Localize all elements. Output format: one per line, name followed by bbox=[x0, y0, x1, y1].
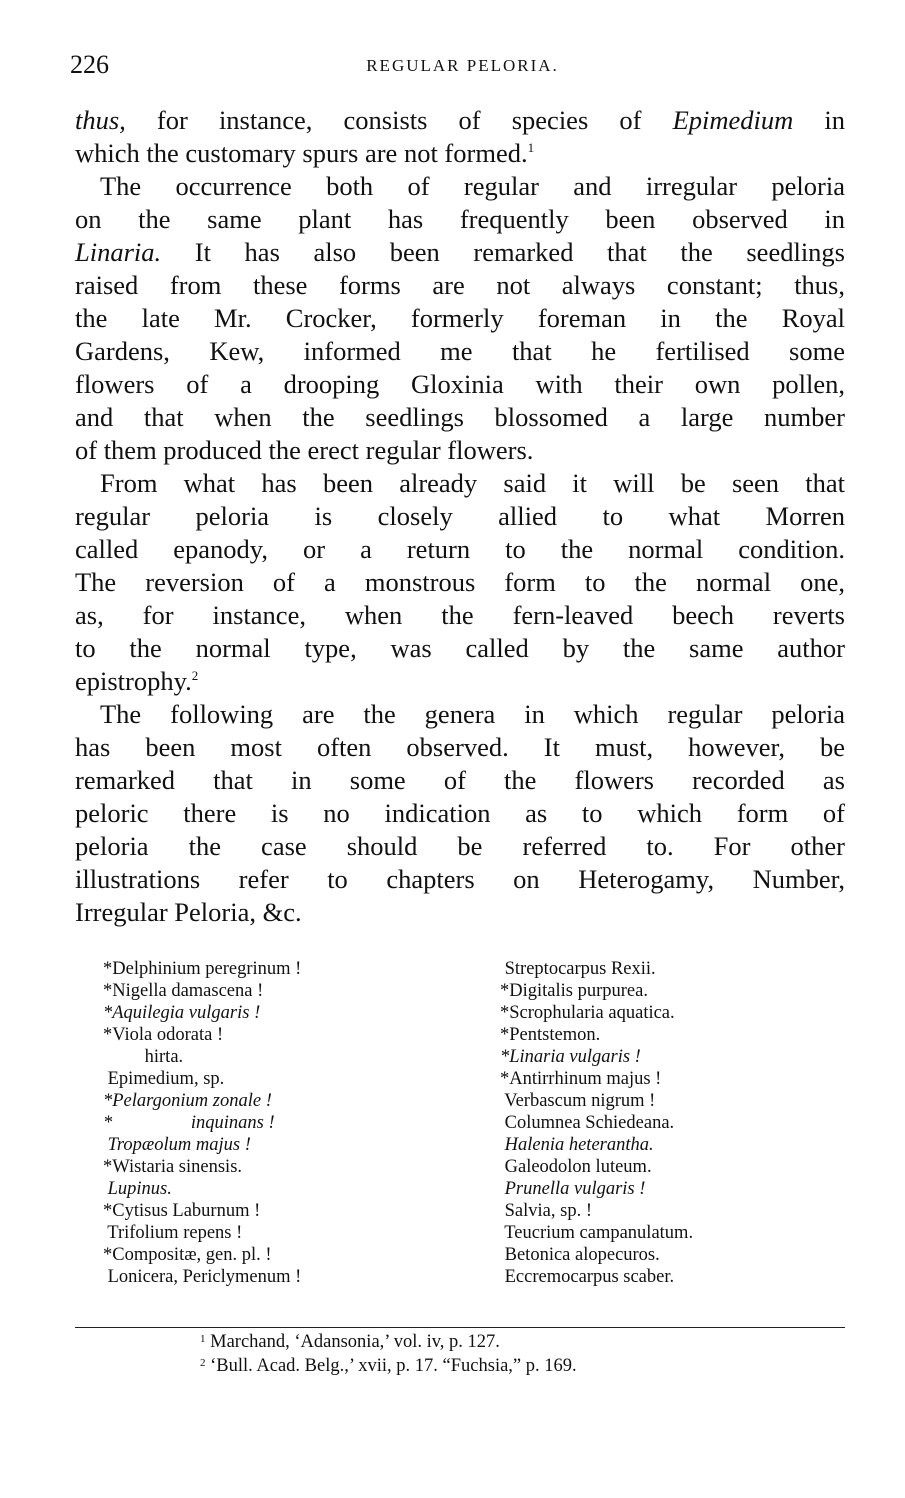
text-segment: and that when the seedlings blossomed a large number bbox=[75, 402, 845, 432]
genus-item: Lonicera, Periclymenum ! bbox=[103, 1267, 302, 1287]
genera-list-left bbox=[103, 958, 301, 1288]
genus-item: Epimedium, sp. bbox=[103, 1069, 225, 1089]
text-segment: for instance, consists of species of bbox=[125, 105, 673, 135]
genera-list-right bbox=[500, 958, 693, 1288]
genus-item: *Digitalis purpurea. bbox=[500, 981, 648, 1001]
text-segment: Gardens, Kew, informed me that he fertilised some bbox=[75, 336, 845, 366]
text-segment: Epimedium bbox=[672, 105, 794, 135]
page-number: 226 bbox=[70, 50, 109, 79]
genus-item: Verbascum nigrum ! bbox=[500, 1091, 656, 1111]
genus-item: *Compositæ, gen. pl. ! bbox=[103, 1245, 272, 1265]
text-line bbox=[75, 170, 845, 203]
text-line bbox=[75, 830, 845, 863]
text-segment: thus, bbox=[75, 105, 126, 135]
text-line bbox=[75, 236, 845, 269]
genus-item: Halenia heterantha. bbox=[500, 1135, 654, 1155]
genus-item: Tropæolum majus ! bbox=[103, 1135, 251, 1155]
text-segment: raised from these forms are not always constant; thus, bbox=[75, 270, 845, 300]
text-segment: illustrations refer to chapters on Heterogamy, Number, bbox=[75, 864, 845, 894]
genus-item: Streptocarpus Rexii. bbox=[500, 959, 656, 979]
genus-item: *Cytisus Laburnum ! bbox=[103, 1201, 261, 1221]
text-line bbox=[75, 863, 845, 896]
text-segment: The occurrence both of regular and irregular peloria bbox=[100, 171, 845, 201]
text-line bbox=[75, 500, 845, 533]
genus-item: *Aquilegia vulgaris ! bbox=[103, 1003, 261, 1023]
text-line bbox=[75, 467, 845, 500]
text-line bbox=[75, 566, 845, 599]
text-segment: regular peloria is closely allied to what Morren bbox=[75, 501, 845, 531]
footnote-reference: 2 bbox=[191, 668, 199, 683]
genus-item: *Antirrhinum majus ! bbox=[500, 1069, 662, 1089]
text-segment: remarked that in some of the flowers recorded as bbox=[75, 765, 845, 795]
genus-item: *Delphinium peregrinum ! bbox=[103, 959, 302, 979]
text-segment: From what has been already said it will be seen that bbox=[100, 468, 845, 498]
genus-item: Salvia, sp. ! bbox=[500, 1201, 592, 1221]
text-segment: called epanody, or a return to the normal condition. bbox=[75, 534, 845, 564]
text-segment: the late Mr. Crocker, formerly foreman in the Royal bbox=[75, 303, 845, 333]
text-segment: of them produced the erect regular flowers. bbox=[75, 435, 534, 465]
text-segment: peloric there is no indication as to which form of bbox=[75, 798, 845, 828]
footnote-mark: 2 bbox=[200, 1357, 206, 1369]
footnote-2 bbox=[200, 1356, 577, 1377]
genus-item: Trifolium repens ! bbox=[103, 1223, 243, 1243]
text-segment: as, for instance, when the fern-leaved beech reverts bbox=[75, 600, 845, 630]
genus-item: *Linaria vulgaris ! bbox=[500, 1047, 641, 1067]
text-line bbox=[75, 665, 845, 698]
text-segment: peloria the case should be referred to. For other bbox=[75, 831, 845, 861]
text-line bbox=[75, 137, 845, 170]
text-segment: to the normal type, was called by the same author bbox=[75, 633, 845, 663]
text-line bbox=[75, 203, 845, 236]
genus-item: *Pelargonium zonale ! bbox=[103, 1091, 272, 1111]
genus-item: * inquinans ! bbox=[103, 1113, 275, 1133]
text-segment: has been most often observed. It must, however, be bbox=[75, 732, 845, 762]
text-line bbox=[75, 104, 845, 137]
text-line bbox=[75, 896, 845, 929]
text-line bbox=[75, 797, 845, 830]
genus-item: Lupinus. bbox=[103, 1179, 172, 1199]
footnote-text: Marchand, ‘Adansonia,’ vol. iv, p. 127. bbox=[205, 1332, 500, 1352]
footnote-rule bbox=[75, 1327, 845, 1328]
genus-item: Teucrium campanulatum. bbox=[500, 1223, 694, 1243]
text-segment: Irregular Peloria, &c. bbox=[75, 897, 302, 927]
text-segment: It has also been remarked that the seedlings bbox=[161, 237, 845, 267]
text-line bbox=[75, 599, 845, 632]
genus-item: *Scrophularia aquatica. bbox=[500, 1003, 675, 1023]
text-segment: epistrophy. bbox=[75, 666, 192, 696]
genus-item: *Pentstemon. bbox=[500, 1025, 601, 1045]
text-line bbox=[75, 335, 845, 368]
genus-item: Eccremocarpus scaber. bbox=[500, 1267, 675, 1287]
text-line bbox=[75, 434, 845, 467]
text-line bbox=[75, 269, 845, 302]
text-segment: flowers of a drooping Gloxinia with their own pollen, bbox=[75, 369, 845, 399]
genus-item: hirta. bbox=[103, 1047, 184, 1067]
text-line bbox=[75, 533, 845, 566]
text-line bbox=[75, 368, 845, 401]
footnote-text: ‘Bull. Acad. Belg.,’ xvii, p. 17. “Fuchsia,” p. 169. bbox=[205, 1356, 577, 1376]
text-line bbox=[75, 401, 845, 434]
text-line bbox=[75, 764, 845, 797]
text-line bbox=[75, 731, 845, 764]
genus-item: Galeodolon luteum. bbox=[500, 1157, 652, 1177]
genus-item: *Nigella damascena ! bbox=[103, 981, 264, 1001]
text-segment: The reversion of a monstrous form to the normal one, bbox=[75, 567, 845, 597]
footnote-reference: 1 bbox=[527, 140, 535, 155]
body-text bbox=[75, 104, 845, 929]
text-segment: on the same plant has frequently been observed in bbox=[75, 204, 845, 234]
footnote-1 bbox=[200, 1332, 500, 1353]
text-segment: in bbox=[793, 105, 845, 135]
genus-item: Prunella vulgaris ! bbox=[500, 1179, 646, 1199]
genus-item: *Wistaria sinensis. bbox=[103, 1157, 243, 1177]
text-segment: Linaria. bbox=[75, 237, 162, 267]
text-line bbox=[75, 302, 845, 335]
text-line bbox=[75, 632, 845, 665]
genus-item: *Viola odorata ! bbox=[103, 1025, 224, 1045]
text-segment: which the customary spurs are not formed. bbox=[75, 138, 528, 168]
text-line bbox=[75, 698, 845, 731]
footnote-mark: 1 bbox=[200, 1333, 206, 1345]
running-title: REGULAR PELORIA. bbox=[366, 56, 559, 75]
text-segment: The following are the genera in which regular peloria bbox=[100, 699, 845, 729]
genus-item: Columnea Schiedeana. bbox=[500, 1113, 675, 1133]
genus-item: Betonica alopecuros. bbox=[500, 1245, 660, 1265]
